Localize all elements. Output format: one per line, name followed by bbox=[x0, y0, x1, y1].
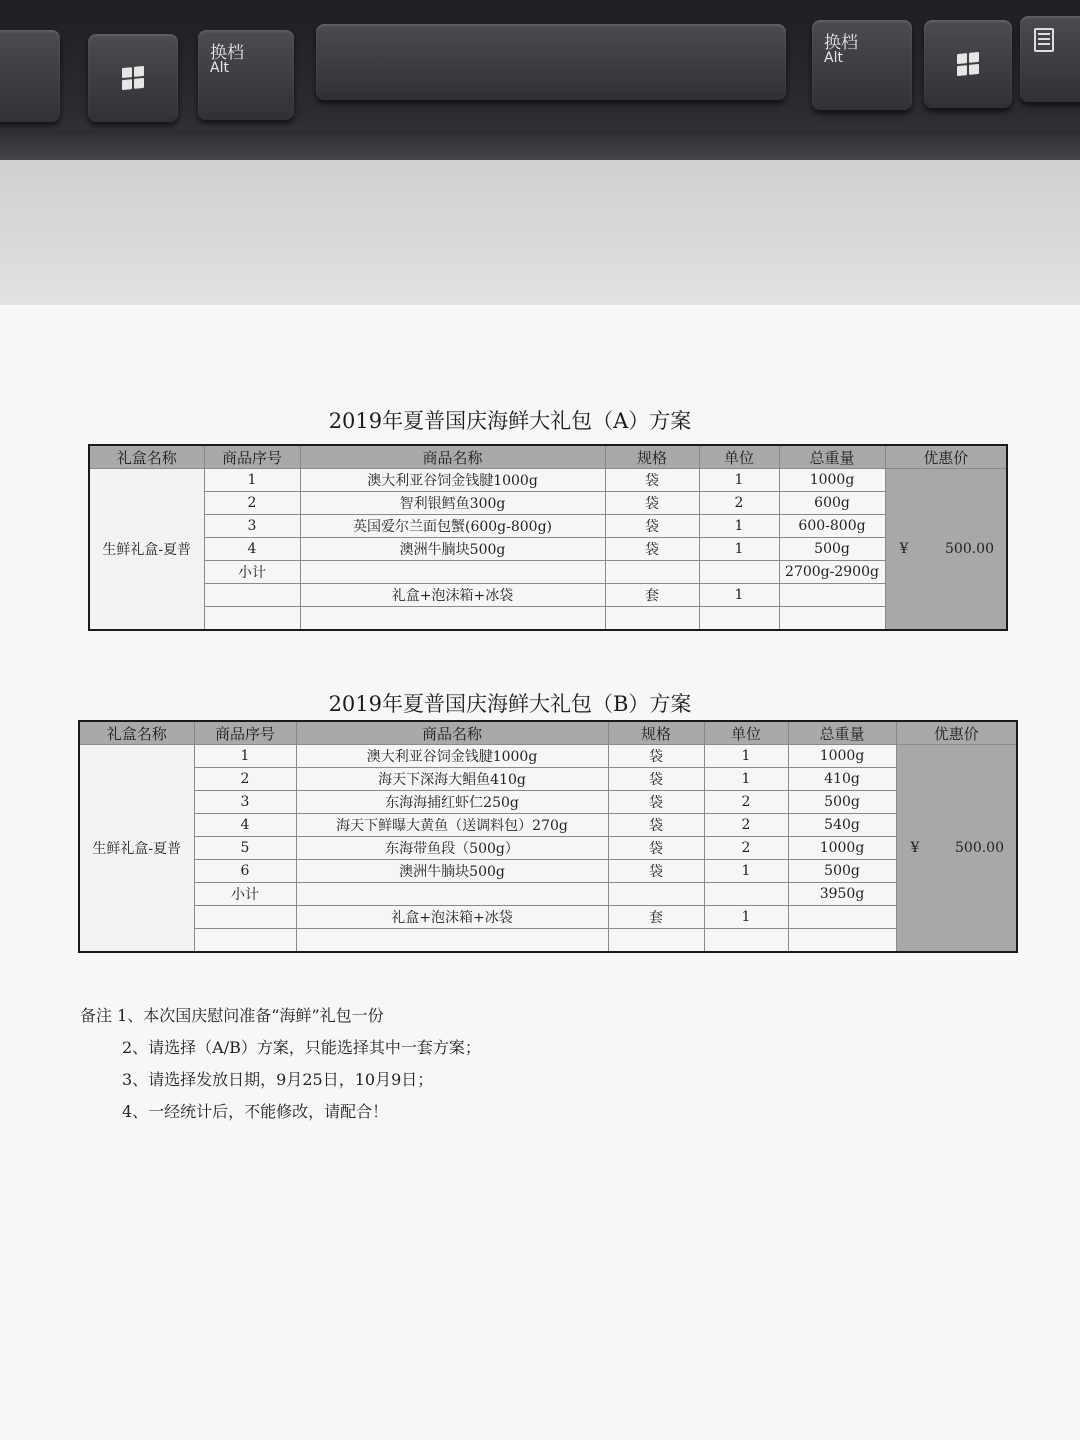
item-unit: 1 bbox=[704, 768, 788, 791]
packaging-row bbox=[79, 906, 1017, 929]
item-no: 4 bbox=[204, 538, 300, 561]
item-spec: 袋 bbox=[608, 837, 704, 860]
menu-icon bbox=[1034, 28, 1054, 52]
subtotal-label: 小计 bbox=[194, 883, 296, 906]
item-name: 澳大利亚谷饲金钱腱1000g bbox=[296, 745, 608, 768]
empty-cell bbox=[788, 929, 896, 953]
empty-cell bbox=[204, 607, 300, 631]
notes bbox=[80, 1000, 481, 1128]
item-unit: 2 bbox=[704, 814, 788, 837]
empty-cell bbox=[300, 561, 605, 584]
packaging-name: 礼盒+泡沫箱+冰袋 bbox=[300, 584, 605, 607]
price-cell bbox=[885, 469, 1007, 631]
header-spec: 规格 bbox=[608, 721, 704, 745]
item-no: 3 bbox=[194, 791, 296, 814]
item-spec: 袋 bbox=[608, 814, 704, 837]
note-line-4: 4、一经统计后，不能修改，请配合！ bbox=[122, 1102, 389, 1121]
item-weight: 600-800g bbox=[779, 515, 885, 538]
packaging-name: 礼盒+泡沫箱+冰袋 bbox=[296, 906, 608, 929]
keyboard bbox=[0, 0, 1080, 160]
key-alt-left bbox=[198, 30, 294, 120]
subtotal-row bbox=[89, 561, 1007, 584]
header-item-no: 商品序号 bbox=[194, 721, 296, 745]
table-row bbox=[89, 538, 1007, 561]
subtotal-weight: 2700g-2900g bbox=[779, 561, 885, 584]
packaging-unit: 1 bbox=[704, 906, 788, 929]
key-left-edge bbox=[0, 30, 60, 122]
item-weight: 1000g bbox=[779, 469, 885, 492]
item-no: 6 bbox=[194, 860, 296, 883]
item-name: 英国爱尔兰面包蟹(600g-800g) bbox=[300, 515, 605, 538]
item-unit: 1 bbox=[704, 860, 788, 883]
item-name: 海天下深海大鲳鱼410g bbox=[296, 768, 608, 791]
item-unit: 1 bbox=[699, 538, 779, 561]
item-weight: 500g bbox=[779, 538, 885, 561]
header-spec: 规格 bbox=[605, 445, 699, 469]
note-line-2: 2、请选择（A/B）方案，只能选择其中一套方案； bbox=[122, 1038, 481, 1057]
item-name: 澳大利亚谷饲金钱腱1000g bbox=[300, 469, 605, 492]
plan-b-table bbox=[78, 720, 1018, 953]
packaging-row bbox=[89, 584, 1007, 607]
subtotal-weight: 3950g bbox=[788, 883, 896, 906]
header-box-name: 礼盒名称 bbox=[89, 445, 204, 469]
key-alt-right-en: Alt bbox=[824, 50, 843, 66]
item-spec: 袋 bbox=[605, 515, 699, 538]
item-weight: 1000g bbox=[788, 837, 896, 860]
blank-row bbox=[79, 929, 1017, 953]
empty-cell bbox=[779, 584, 885, 607]
item-unit: 2 bbox=[704, 837, 788, 860]
item-spec: 袋 bbox=[608, 860, 704, 883]
item-no: 4 bbox=[194, 814, 296, 837]
note-line-3: 3、请选择发放日期，9月25日，10月9日； bbox=[122, 1070, 434, 1089]
header-box-name: 礼盒名称 bbox=[79, 721, 194, 745]
item-no: 5 bbox=[194, 837, 296, 860]
item-name: 海天下鲜曝大黄鱼（送调料包）270g bbox=[296, 814, 608, 837]
price-symbol: ¥ bbox=[899, 541, 909, 557]
table-row bbox=[79, 745, 1017, 768]
empty-cell bbox=[605, 561, 699, 584]
item-weight: 500g bbox=[788, 791, 896, 814]
plan-b-title: 2019年夏普国庆海鲜大礼包（B）方案 bbox=[328, 692, 692, 716]
empty-cell bbox=[779, 607, 885, 631]
item-unit: 2 bbox=[699, 492, 779, 515]
key-space bbox=[316, 24, 786, 100]
table-row bbox=[79, 837, 1017, 860]
header-unit: 单位 bbox=[699, 445, 779, 469]
table-row bbox=[89, 492, 1007, 515]
item-no: 3 bbox=[204, 515, 300, 538]
packaging-spec: 套 bbox=[605, 584, 699, 607]
price-symbol: ¥ bbox=[910, 840, 920, 856]
item-weight: 600g bbox=[779, 492, 885, 515]
item-spec: 袋 bbox=[608, 791, 704, 814]
empty-cell bbox=[296, 883, 608, 906]
item-name: 智利银鳕鱼300g bbox=[300, 492, 605, 515]
key-menu bbox=[1020, 16, 1080, 102]
empty-cell bbox=[788, 906, 896, 929]
empty-cell bbox=[296, 929, 608, 953]
empty-cell bbox=[704, 929, 788, 953]
table-row bbox=[89, 515, 1007, 538]
item-name: 澳洲牛腩块500g bbox=[300, 538, 605, 561]
table-row bbox=[89, 469, 1007, 492]
table-header-row bbox=[79, 721, 1017, 745]
empty-cell bbox=[699, 607, 779, 631]
item-weight: 1000g bbox=[788, 745, 896, 768]
windows-logo-icon bbox=[122, 66, 144, 90]
empty-cell bbox=[194, 906, 296, 929]
item-spec: 袋 bbox=[608, 768, 704, 791]
header-weight: 总重量 bbox=[788, 721, 896, 745]
item-no: 2 bbox=[204, 492, 300, 515]
key-windows-right bbox=[924, 20, 1012, 108]
price-amount: 500.00 bbox=[955, 840, 1004, 856]
subtotal-row bbox=[79, 883, 1017, 906]
key-windows-left bbox=[88, 34, 178, 122]
item-no: 1 bbox=[204, 469, 300, 492]
price-amount: 500.00 bbox=[945, 541, 994, 557]
item-spec: 袋 bbox=[605, 469, 699, 492]
desk-surface bbox=[0, 160, 1080, 310]
empty-cell bbox=[608, 929, 704, 953]
table-header-row bbox=[89, 445, 1007, 469]
keyboard-edge bbox=[0, 130, 1080, 162]
item-spec: 袋 bbox=[605, 492, 699, 515]
item-name: 东海海捕红虾仁250g bbox=[296, 791, 608, 814]
header-weight: 总重量 bbox=[779, 445, 885, 469]
item-name: 澳洲牛腩块500g bbox=[296, 860, 608, 883]
empty-cell bbox=[608, 883, 704, 906]
header-item-name: 商品名称 bbox=[296, 721, 608, 745]
empty-cell bbox=[300, 607, 605, 631]
item-weight: 540g bbox=[788, 814, 896, 837]
header-item-no: 商品序号 bbox=[204, 445, 300, 469]
item-weight: 410g bbox=[788, 768, 896, 791]
key-alt-right-cn: 换档 bbox=[824, 33, 858, 53]
empty-cell bbox=[194, 929, 296, 953]
item-unit: 2 bbox=[704, 791, 788, 814]
empty-cell bbox=[699, 561, 779, 584]
windows-logo-icon bbox=[957, 52, 979, 76]
item-spec: 袋 bbox=[608, 745, 704, 768]
header-item-name: 商品名称 bbox=[300, 445, 605, 469]
empty-cell bbox=[204, 584, 300, 607]
box-name-cell: 生鲜礼盒-夏普 bbox=[79, 745, 194, 953]
item-no: 1 bbox=[194, 745, 296, 768]
key-alt-left-en: Alt bbox=[210, 60, 229, 76]
table-row bbox=[79, 768, 1017, 791]
header-price: 优惠价 bbox=[896, 721, 1017, 745]
plan-a-table bbox=[88, 444, 1008, 631]
box-name-cell: 生鲜礼盒-夏普 bbox=[89, 469, 204, 631]
table-row bbox=[79, 814, 1017, 837]
plan-a-title: 2019年夏普国庆海鲜大礼包（A）方案 bbox=[328, 409, 692, 433]
item-no: 2 bbox=[194, 768, 296, 791]
note-line-1: 备注 1、本次国庆慰问准备“海鲜”礼包一份 bbox=[80, 1006, 384, 1025]
blank-row bbox=[89, 607, 1007, 631]
item-unit: 1 bbox=[699, 515, 779, 538]
item-unit: 1 bbox=[699, 469, 779, 492]
item-unit: 1 bbox=[704, 745, 788, 768]
header-price: 优惠价 bbox=[885, 445, 1007, 469]
item-weight: 500g bbox=[788, 860, 896, 883]
item-spec: 袋 bbox=[605, 538, 699, 561]
empty-cell bbox=[605, 607, 699, 631]
table-row bbox=[79, 791, 1017, 814]
empty-cell bbox=[704, 883, 788, 906]
header-unit: 单位 bbox=[704, 721, 788, 745]
packaging-unit: 1 bbox=[699, 584, 779, 607]
item-name: 东海带鱼段（500g） bbox=[296, 837, 608, 860]
price-cell bbox=[896, 745, 1017, 953]
key-alt-right bbox=[812, 20, 912, 110]
key-alt-left-cn: 换档 bbox=[210, 43, 244, 63]
table-row bbox=[79, 860, 1017, 883]
packaging-spec: 套 bbox=[608, 906, 704, 929]
subtotal-label: 小计 bbox=[204, 561, 300, 584]
